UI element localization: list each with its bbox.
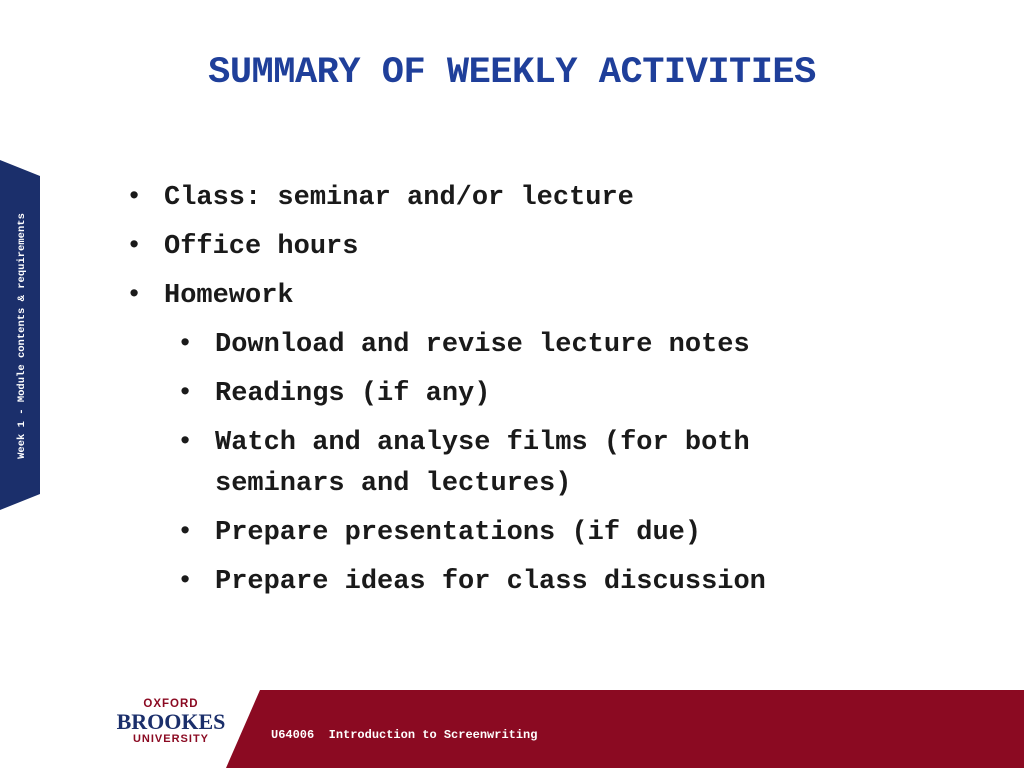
sub-bullet-text: Prepare ideas for class discussion [215,567,766,597]
module-title: Introduction to Screenwriting [328,728,538,742]
bullet-dot-icon: • [126,281,143,311]
sub-bullet-text-line1: Watch and analyse films (for both [215,428,750,458]
bullet-dot-icon: • [126,232,143,262]
sub-bullet-text: Readings (if any) [215,379,491,409]
sub-bullet-item [177,423,766,505]
bullet-item [126,276,766,317]
sub-bullet-item [177,513,766,554]
bullet-dot-icon: • [126,183,143,213]
side-label: Week 1 - Module contents & requirements [16,213,28,459]
bullet-dot-icon: • [177,379,194,409]
logo-line-university: UNIVERSITY [132,733,209,745]
bullet-dot-icon: • [177,428,194,458]
bullet-item [126,227,766,268]
sub-bullet-item [177,562,766,603]
sub-bullet-item [177,374,766,415]
bullet-dot-icon: • [177,567,194,597]
bullet-dot-icon: • [177,518,194,548]
slide-title: SUMMARY OF WEEKLY ACTIVITIES [208,52,816,94]
bullet-list [126,178,766,611]
footer-module-info [271,728,537,742]
oxford-brookes-logo [116,698,226,746]
sub-bullet-text: Download and revise lecture notes [215,330,750,360]
bullet-text: Office hours [164,232,359,262]
sub-bullet-text-line2: seminars and lectures) [215,469,572,499]
sub-bullet-text: Prepare presentations (if due) [215,518,702,548]
logo-line-brookes: BROOKES [116,709,226,734]
module-code: U64006 [271,728,315,742]
logo-line-oxford: OXFORD [143,698,199,710]
bullet-dot-icon: • [177,330,194,360]
bullet-item [126,178,766,219]
bullet-text: Homework [164,281,294,311]
bullet-text: Class: seminar and/or lecture [164,183,634,213]
sub-bullet-item [177,325,766,366]
